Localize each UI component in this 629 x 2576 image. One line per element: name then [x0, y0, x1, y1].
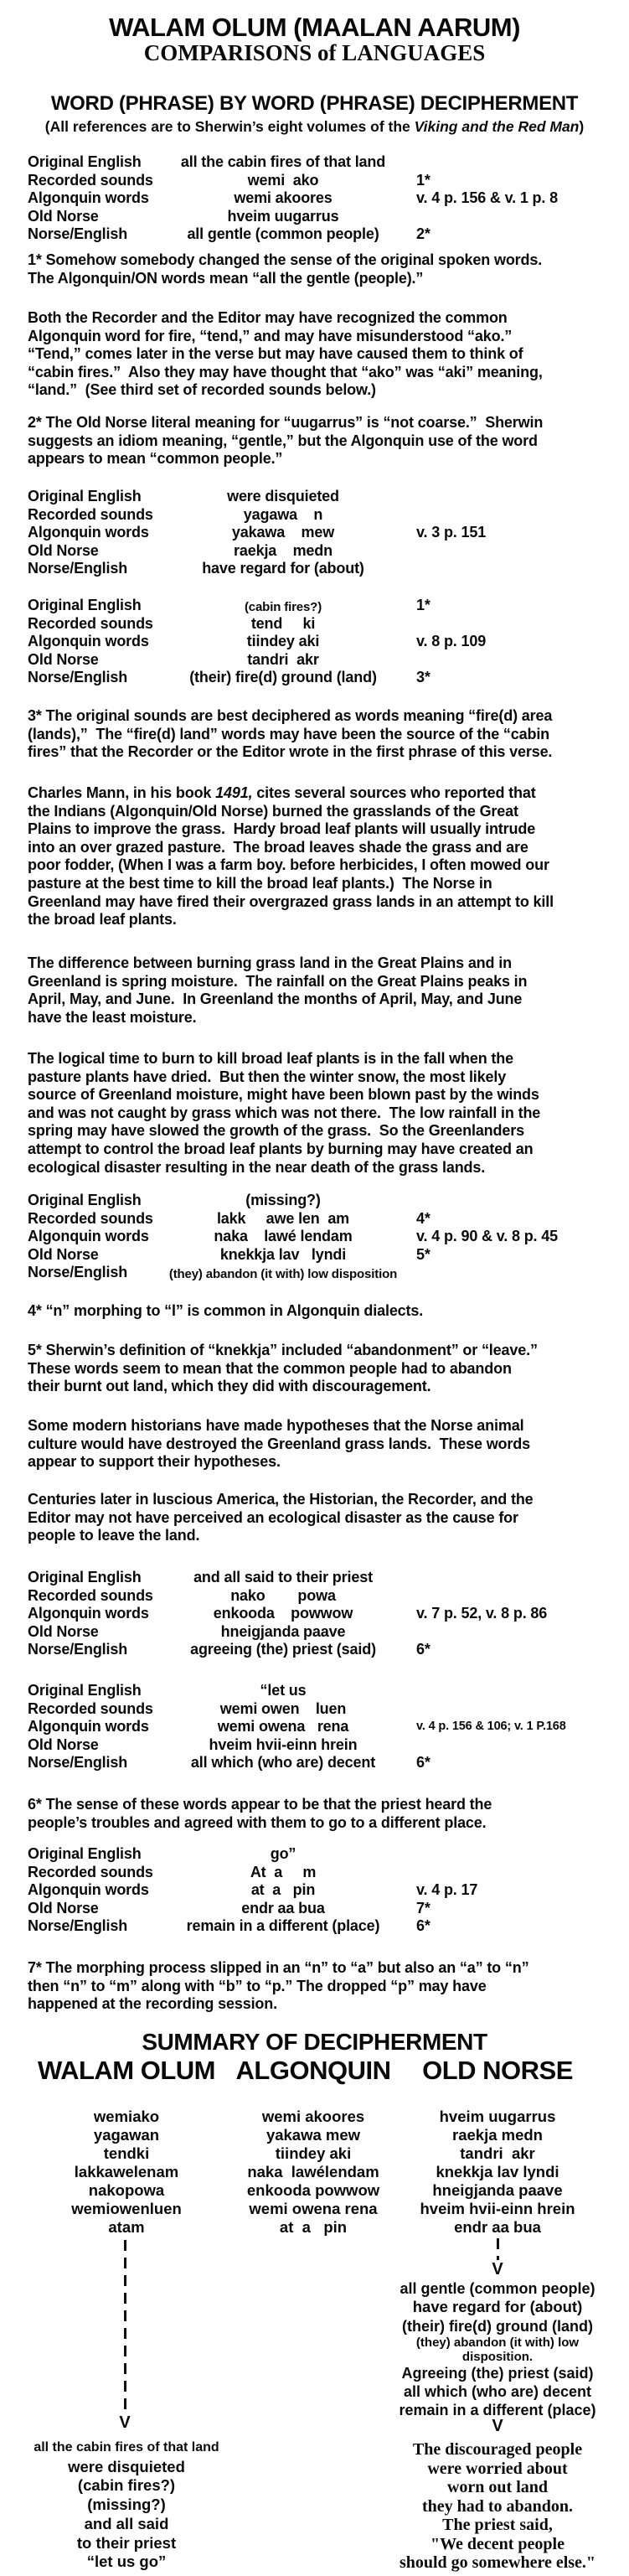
text-line: (lands),” The “fire(d) land” words may have been the source of the “cabin	[28, 725, 550, 742]
word-table-3	[28, 597, 614, 687]
text-line: source of Greenland moisture, might have been blown past by the winds	[28, 1086, 539, 1104]
row-label: Algonquin words	[28, 524, 149, 541]
text-line: into an over grazed pasture. The broad leaves shade the grass and are	[28, 838, 528, 856]
row-reference: v. 4 p. 90 & v. 8 p. 45	[416, 1228, 558, 1244]
row-value: At a m	[250, 1863, 317, 1880]
row-value: tend ki	[250, 614, 316, 632]
paragraph-centuries-later	[28, 1491, 614, 1545]
row-label: Old Norse	[28, 1735, 99, 1753]
row-reference: 7*	[416, 1899, 431, 1916]
summary-cell: hveim uugarrus	[439, 2108, 556, 2125]
summary-cell: knekkja lav lyndi	[436, 2163, 559, 2180]
row-reference: 6*	[416, 1641, 431, 1658]
row-value: (their) fire(d) ground (land)	[189, 669, 377, 685]
table-row	[28, 615, 614, 634]
text-line: suggests an idiom meaning, “gentle,” but the Algonquin use of the word	[28, 432, 538, 449]
text-line: Greenland is spring moisture. The rainfall on the Great Plains peaks in	[28, 972, 528, 990]
row-value: lakk awe len am	[216, 1209, 350, 1227]
section-subheading	[0, 118, 629, 136]
text-line: pasture plants have dried. But then the winter snow, the most likely	[28, 1068, 507, 1085]
text-line: the broad leaf plants.	[28, 911, 177, 928]
row-label: Algonquin words	[28, 1605, 149, 1622]
table-row	[28, 172, 614, 190]
row-label: Old Norse	[28, 1622, 99, 1640]
row-value: nako powa	[230, 1586, 336, 1604]
conclusion-line: The discouraged people	[412, 2440, 583, 2459]
summary-cell: wemiowenluen	[71, 2200, 182, 2217]
conclusion-line: "We decent people	[431, 2534, 565, 2553]
table-row	[28, 1881, 614, 1900]
table-row	[28, 1682, 614, 1700]
text-line: 4* “n” morphing to “l” is common in Algonquin dialects.	[28, 1302, 424, 1319]
summary-column-headers	[0, 2056, 629, 2086]
row-label: Norse/English	[28, 560, 128, 577]
text-line: “Tend,” comes later in the verse but may have caused them to think of	[28, 345, 523, 363]
conclusion-line: were worried about	[427, 2459, 568, 2478]
flow-text-line: all the cabin fires of that land	[34, 2440, 219, 2454]
row-value: “let us	[260, 1682, 307, 1699]
row-value: go”	[270, 1845, 296, 1862]
note-2star	[28, 414, 614, 468]
row-label: Algonquin words	[28, 1228, 149, 1244]
note-1star	[28, 251, 614, 287]
flow-text-line: (their) fire(d) ground (land)	[402, 2317, 593, 2335]
row-reference: 6*	[416, 1917, 431, 1934]
text-line: Charles Mann, in his book 1491, cites several sources who reported that	[28, 784, 536, 801]
row-label: Recorded sounds	[28, 1209, 153, 1227]
row-value: knekkja lav lyndi	[219, 1245, 347, 1263]
text-line: April, May, and June. In Greenland the months of April, May, and June	[28, 991, 523, 1008]
row-label: Original English	[28, 1192, 142, 1208]
text-line: Plains to improve the grass. Hardy broad leaf plants will usually intrude	[28, 820, 536, 838]
row-label: Old Norse	[28, 207, 99, 225]
paragraph-historians	[28, 1417, 614, 1472]
flow-text-line: (missing?)	[87, 2496, 166, 2514]
row-value: have regard for (about)	[202, 560, 364, 577]
table-row	[28, 1605, 614, 1623]
row-label: Original English	[28, 488, 142, 504]
flow-text-line: (they) abandon (it with) low	[415, 2335, 580, 2350]
table-row	[28, 1228, 614, 1246]
row-label: Old Norse	[28, 1899, 99, 1916]
summary-cell: hneigjanda paave	[432, 2181, 563, 2199]
row-value: were disquieted	[227, 488, 339, 504]
text-line: Greenland may have fired their overgrazed grass lands in an attempt to kill	[28, 892, 554, 910]
text-line: 6* The sense of these words appear to be that the priest heard the	[28, 1796, 492, 1813]
flow-left-original-english	[0, 2439, 253, 2572]
table-row	[28, 506, 614, 525]
row-reference: v. 4 p. 156 & 106; v. 1 P.168	[416, 1720, 566, 1733]
table-row	[28, 633, 614, 651]
text-line: ecological disaster resulting in the near death of the grass lands.	[28, 1158, 486, 1176]
summary-cell: yagawan	[93, 2126, 160, 2144]
text-line: pasture at the best time to kill the broad leaf plants.) The Norse in	[28, 874, 492, 892]
table-row	[28, 1569, 614, 1587]
row-value: (missing?)	[245, 1192, 321, 1208]
conclusion-line: The priest said,	[442, 2516, 553, 2534]
word-table-4	[28, 1192, 614, 1282]
subheading-close: )	[579, 118, 585, 135]
summary-row	[0, 2200, 629, 2218]
table-row	[28, 208, 614, 226]
table-row	[28, 1754, 614, 1772]
table-row	[28, 1587, 614, 1606]
row-label: Norse/English	[28, 225, 128, 242]
row-label: Original English	[28, 1845, 142, 1862]
text-line: spring may have slowed the growth of the grass. So the Greenlanders	[28, 1122, 524, 1140]
conclusion-line: should go somewhere else."	[399, 2553, 596, 2572]
text-line: fires” that the Recorder or the Editor wrote in the first phrase of this verse.	[28, 743, 553, 761]
text-line: “land.” (See third set of recorded sounds below.)	[28, 381, 376, 399]
flow-text-line: remain in a different (place)	[399, 2401, 596, 2418]
conclusion-line: worn out land	[446, 2478, 549, 2496]
flow-text-line: Agreeing (the) priest (said)	[401, 2364, 594, 2382]
text-line: people to leave the land.	[28, 1527, 200, 1544]
row-label: Recorded sounds	[28, 505, 153, 523]
row-label: Recorded sounds	[28, 1586, 153, 1604]
row-value: endr aa bua	[241, 1899, 325, 1916]
row-value: tandri akr	[247, 650, 319, 668]
row-reference: v. 3 p. 151	[416, 524, 487, 541]
row-label: Norse/English	[28, 1641, 128, 1658]
table-row	[28, 1264, 614, 1282]
row-reference: 4*	[416, 1209, 431, 1227]
table-row	[28, 1900, 614, 1918]
text-line: Both the Recorder and the Editor may have recognized the common	[28, 309, 508, 326]
row-value: all the cabin fires of that land	[180, 153, 386, 170]
table-row	[28, 153, 614, 172]
summary-cell: atam	[108, 2218, 145, 2236]
row-value: wemi ako	[247, 171, 319, 189]
text-line: The Algonquin/ON words mean “all the gentle (people).”	[28, 269, 424, 287]
row-reference: v. 8 p. 109	[416, 633, 487, 649]
arrowhead-right-icon: V	[492, 2260, 503, 2279]
row-label: Old Norse	[28, 1245, 99, 1263]
summary-cell: hveim hvii-einn hrein	[420, 2200, 575, 2217]
row-label: Original English	[28, 597, 142, 613]
italic-book-title: 1491,	[215, 784, 253, 801]
row-value: hveim uugarrus	[227, 207, 339, 225]
table-row	[28, 189, 614, 208]
text-line: The logical time to burn to kill broad leaf plants is in the fall when the	[28, 1050, 513, 1067]
paragraph-moisture-difference	[28, 954, 614, 1027]
table-row	[28, 669, 614, 687]
row-label: Algonquin words	[28, 1718, 149, 1735]
table-row	[28, 1845, 614, 1864]
summary-cell: tiindey aki	[275, 2144, 352, 2162]
row-value: at a pin	[250, 1881, 316, 1898]
note-6star	[28, 1796, 614, 1832]
summary-title: SUMMARY OF DECIPHERMENT	[142, 2029, 487, 2055]
table-row	[28, 1246, 614, 1265]
summary-cell: naka lawélendam	[247, 2163, 379, 2180]
summary-row	[0, 2218, 629, 2237]
table-row	[28, 597, 614, 615]
note-5star	[28, 1342, 614, 1396]
row-value: all which (who are) decent	[190, 1754, 376, 1771]
row-value: wemi owen luen	[219, 1699, 347, 1717]
word-table-6	[28, 1682, 614, 1772]
row-reference: 3*	[416, 669, 431, 685]
table-row	[28, 1718, 614, 1736]
text-line: The difference between burning grass land in the Great Plains and in	[28, 954, 512, 971]
row-label: Algonquin words	[28, 1881, 149, 1898]
text-line: These words seem to mean that the common people had to abandon	[28, 1359, 512, 1377]
text-line: “cabin fires.” Also they may have thought that “ako” was “aki” meaning,	[28, 363, 543, 380]
flow-text-line: “let us go”	[86, 2553, 167, 2571]
table-row	[28, 1641, 614, 1659]
row-label: Recorded sounds	[28, 171, 153, 189]
row-reference: v. 4 p. 156 & v. 1 p. 8	[416, 189, 558, 206]
table-row	[28, 1700, 614, 1719]
table-row	[28, 651, 614, 670]
summary-col-old-norse: OLD NORSE	[422, 2056, 573, 2085]
table-row	[28, 560, 614, 578]
row-label: Norse/English	[28, 1754, 128, 1771]
flow-dashed-line-left	[124, 2240, 126, 2413]
table-row	[28, 1736, 614, 1755]
row-label: Norse/English	[28, 1917, 128, 1934]
row-label: Recorded sounds	[28, 614, 153, 632]
summary-col-walam-olum: WALAM OLUM	[38, 2056, 215, 2085]
text-line: and was not caught by grass which was not there. The low rainfall in the	[28, 1104, 541, 1121]
row-value: remain in a different (place)	[186, 1917, 380, 1934]
text-line: 7* The morphing process slipped in an “n” to “a” but also an “a” to “n”	[28, 1959, 529, 1976]
flow-text-line: were disquieted	[68, 2457, 185, 2475]
text-line: 3* The original sounds are best deciphered as words meaning “fire(d) area	[28, 707, 553, 724]
text-line: then “n” to “m” along with “b” to “p.” The dropped “p” may have	[28, 1977, 487, 1994]
arrowhead-right-2-icon: V	[492, 2417, 503, 2435]
row-value: wemi akoores	[234, 189, 333, 206]
flow-text-line: to their priest	[76, 2533, 177, 2552]
table-row	[28, 1192, 614, 1210]
summary-row	[0, 2181, 629, 2200]
flow-dashed-line-right	[497, 2238, 499, 2260]
text-line: poor fodder, (When I was a farm boy. before herbicides, I often mowed our	[28, 856, 549, 874]
table-row	[28, 1623, 614, 1642]
table-row	[28, 1864, 614, 1882]
flow-right-translations	[363, 2279, 629, 2419]
text-line: have the least moisture.	[28, 1008, 197, 1026]
text-line: 5* Sherwin’s definition of “knekkja” included “abandonment” or “leave.”	[28, 1342, 538, 1358]
summary-cell: nakopowa	[88, 2181, 165, 2199]
summary-cell: tendki	[103, 2144, 150, 2162]
flow-text-line: and all said	[84, 2514, 169, 2532]
text-line: Algonquin word for fire, “tend,” and may have misunderstood “ako.”	[28, 327, 513, 344]
text-line: Editor may not have perceived an ecological disaster as the cause for	[28, 1508, 518, 1526]
row-value: enkooda powwow	[213, 1605, 353, 1622]
word-table-7	[28, 1845, 614, 1936]
row-label: Original English	[28, 153, 142, 170]
row-reference: 1*	[416, 171, 431, 189]
text-line: their burnt out land, which they did with discouragement.	[28, 1378, 431, 1395]
row-value: all gentle (common people)	[187, 225, 379, 242]
word-table-5	[28, 1569, 614, 1659]
flow-text-line: (cabin fires?)	[77, 2476, 176, 2495]
row-label: Original English	[28, 1682, 142, 1699]
flow-text-line: have regard for (about)	[412, 2298, 583, 2315]
row-value: wemi owena rena	[217, 1718, 349, 1735]
paragraph-recorder-editor	[28, 309, 614, 400]
row-label: Algonquin words	[28, 633, 149, 649]
row-label: Recorded sounds	[28, 1863, 153, 1880]
note-4star	[28, 1302, 614, 1321]
summary-cell: enkooda powwow	[246, 2181, 380, 2199]
text-line: appear to support their hypotheses.	[28, 1453, 281, 1471]
page-title: WALAM OLUM (MAALAN AARUM)	[109, 13, 520, 42]
table-row	[28, 524, 614, 542]
row-value: hveim hvii-einn hrein	[209, 1735, 358, 1753]
row-value: tiindey aki	[246, 633, 320, 649]
row-value: yagawa n	[243, 505, 323, 523]
row-reference: 1*	[416, 597, 431, 613]
summary-cell: endr aa bua	[454, 2218, 541, 2236]
subheading-italic-title: Viking and the Red Man	[414, 118, 580, 135]
summary-cell: lakkawelenam	[74, 2163, 179, 2180]
note-7star	[28, 1959, 614, 2014]
flow-right-conclusion	[363, 2440, 629, 2573]
row-value: hneigjanda paave	[220, 1622, 346, 1640]
summary-cell: wemi owena rena	[249, 2200, 378, 2217]
table-row	[28, 1917, 614, 1936]
summary-cell: wemiako	[93, 2108, 160, 2125]
row-label: Recorded sounds	[28, 1699, 153, 1717]
row-value: agreeing (the) priest (said)	[190, 1641, 376, 1658]
row-label: Norse/English	[28, 669, 128, 685]
row-value: (they) abandon (it with) low disposition	[168, 1267, 398, 1281]
note-3star	[28, 707, 614, 762]
word-table-1	[28, 153, 614, 244]
paragraph-charles-mann	[28, 784, 614, 929]
table-row	[28, 225, 614, 244]
conclusion-line: they had to abandon.	[421, 2496, 574, 2516]
text-line: Some modern historians have made hypotheses that the Norse animal	[28, 1417, 524, 1434]
row-value: raekja medn	[234, 541, 333, 559]
text-line: 1* Somehow somebody changed the sense of the original spoken words.	[28, 251, 543, 268]
paragraph-logical-time	[28, 1050, 614, 1177]
text-line: 2* The Old Norse literal meaning for “uugarrus” is “not coarse.” Sherwin	[28, 414, 544, 431]
summary-row	[0, 2163, 629, 2181]
arrowhead-left-icon: V	[119, 2413, 131, 2432]
summary-cell: wemi akoores	[261, 2108, 365, 2125]
summary-cell: yakawa mew	[266, 2126, 361, 2144]
row-value: (cabin fires?)	[244, 600, 322, 614]
word-table-2	[28, 488, 614, 578]
flow-text-line: all gentle (common people)	[400, 2280, 595, 2297]
row-reference: 5*	[416, 1245, 431, 1263]
page-subtitle: COMPARISONS of LANGUAGES	[143, 40, 486, 65]
text-line: attempt to control the broad leaf plants by burning may have created an	[28, 1140, 534, 1157]
row-reference: v. 7 p. 52, v. 8 p. 86	[416, 1605, 548, 1622]
summary-cell: tandri akr	[460, 2144, 535, 2162]
subheading-text: (All references are to Sherwin’s eight volumes of the	[44, 118, 415, 135]
row-reference: v. 4 p. 17	[416, 1881, 478, 1898]
row-reference: 6*	[416, 1754, 431, 1771]
row-label: Old Norse	[28, 541, 99, 559]
text-line: happened at the recording session.	[28, 1995, 277, 2013]
summary-cell: raekja medn	[452, 2126, 543, 2144]
row-reference: 2*	[416, 225, 431, 242]
row-label: Algonquin words	[28, 189, 149, 206]
text-line: appears to mean “common people.”	[28, 450, 283, 468]
summary-row	[0, 2126, 629, 2144]
section-heading: WORD (PHRASE) BY WORD (PHRASE) DECIPHERMENT	[50, 92, 579, 115]
summary-col-algonquin: ALGONQUIN	[235, 2056, 391, 2085]
summary-row	[0, 2144, 629, 2163]
text-line: culture would have destroyed the Greenland grass lands. These words	[28, 1435, 530, 1452]
row-label: Norse/English	[28, 1264, 128, 1280]
table-row	[28, 1210, 614, 1229]
text-line: the Indians (Algonquin/Old Norse) burned the grasslands of the Great	[28, 802, 518, 820]
row-value: naka lawé lendam	[214, 1228, 353, 1244]
row-value: and all said to their priest	[193, 1569, 373, 1585]
row-label: Old Norse	[28, 650, 99, 668]
flow-text-line: disposition.	[461, 2349, 534, 2364]
flow-text-line: all which (who are) decent	[403, 2382, 592, 2400]
summary-cell: at a pin	[279, 2218, 348, 2236]
table-row	[28, 488, 614, 506]
summary-row	[0, 2108, 629, 2126]
row-value: yakawa mew	[231, 524, 335, 541]
table-row	[28, 542, 614, 561]
text-line: Centuries later in luscious America, the Historian, the Recorder, and the	[28, 1491, 534, 1508]
text-line: people’s troubles and agreed with them to go to a different place.	[28, 1813, 487, 1831]
summary-rows	[0, 2108, 629, 2237]
row-label: Original English	[28, 1569, 142, 1585]
